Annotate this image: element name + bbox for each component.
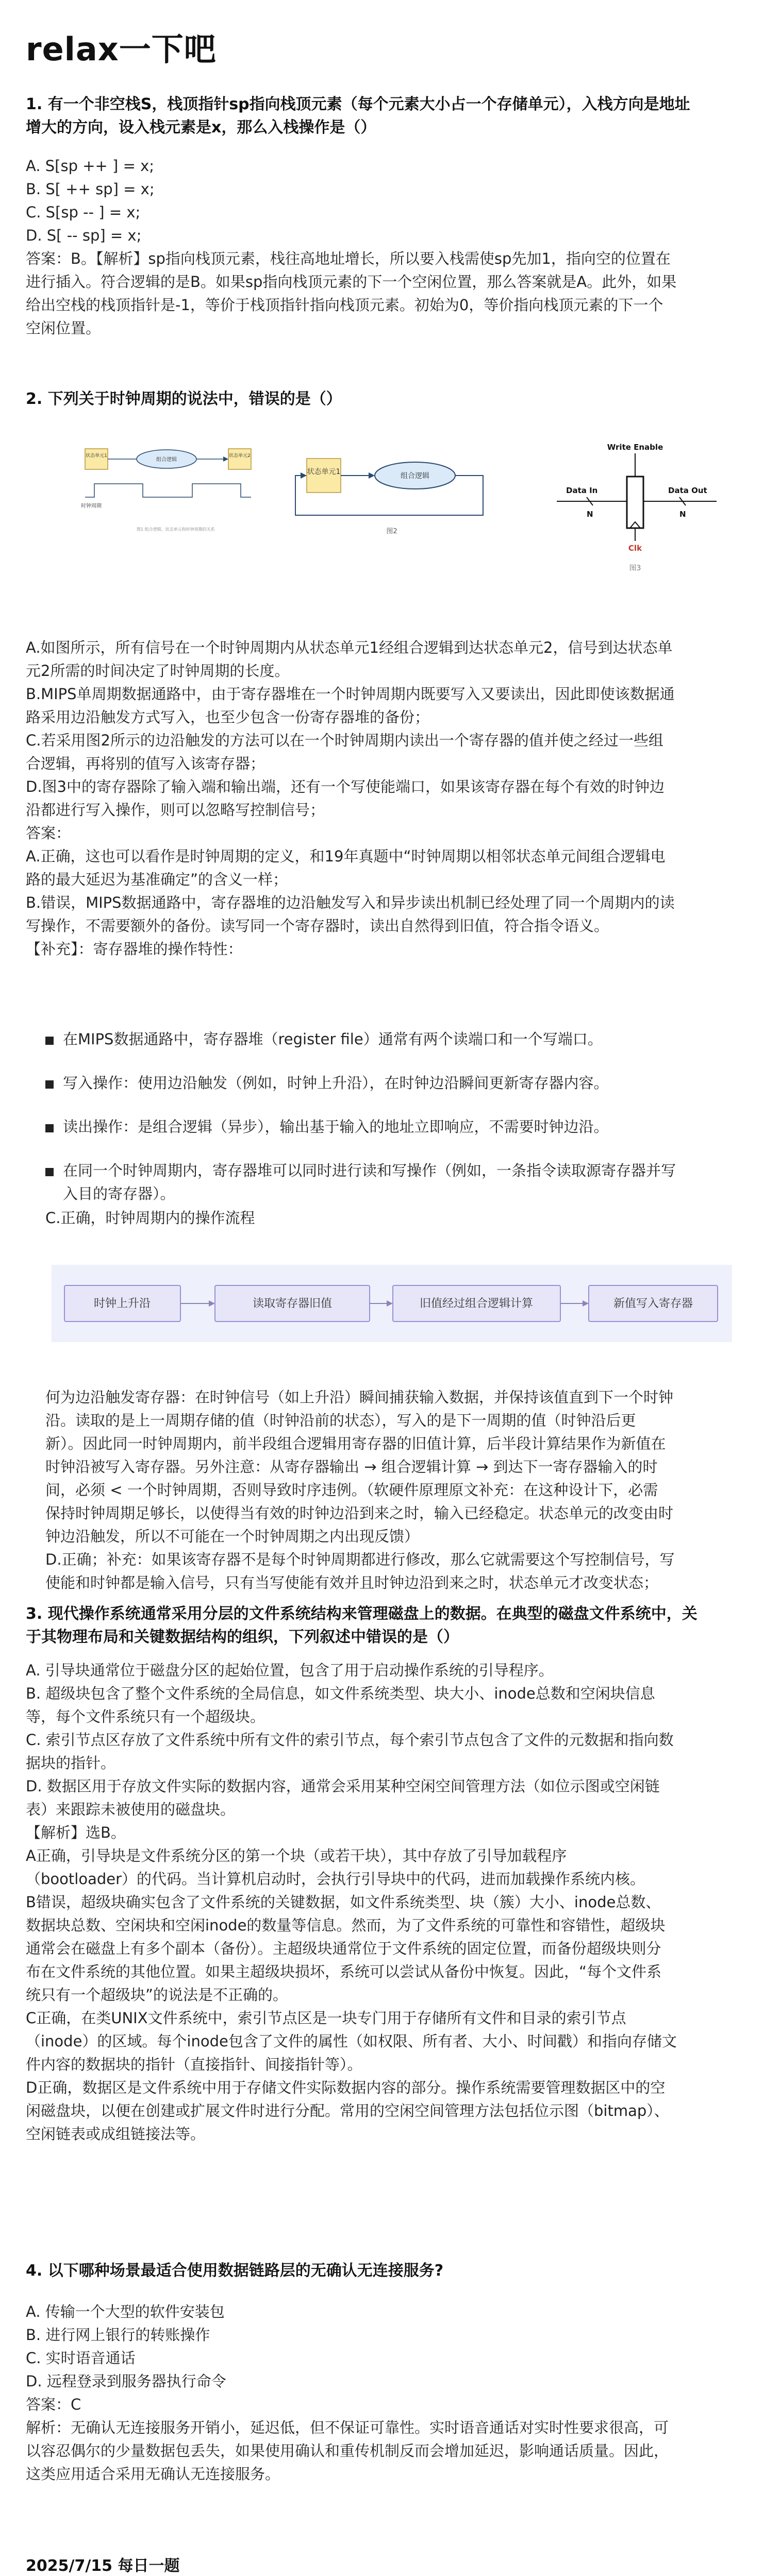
q2-bullet-text: 读出操作：是组合逻辑（异步），输出基于输入的地址立即响应，不需要时钟边沿。 xyxy=(63,1118,609,1136)
q2-bullet-3 xyxy=(63,1115,743,1139)
q2-text-line: 保持时钟周期足够长，以使得当有效的时钟边沿到来之时，输入已经稳定。状态单元的改变由时 xyxy=(45,1504,674,1522)
fig1-state-unit-1 xyxy=(85,449,108,469)
q1-title xyxy=(26,93,740,139)
q3-text-line: C. 索引节点区存放了文件系统中所有文件的索引节点，每个索引节点包含了文件的元数据和指向数 xyxy=(26,1731,674,1749)
q2-text-line: 合逻辑，再将别的值写入该寄存器； xyxy=(26,755,265,772)
fig3-n-in-label: N xyxy=(587,510,593,519)
q2-text-line: D.正确；补充：如果该寄存器不是每个时钟周期都进行修改，那么它就需要这个写控制信号，写 xyxy=(45,1551,675,1568)
q2-text-line: 沿都进行写入操作，则可以忽略写控制信号； xyxy=(26,801,325,819)
q4-option-d: D. 远程登录到服务器执行命令 xyxy=(26,2372,226,2390)
fig3-n-out-label: N xyxy=(679,510,686,519)
q3-text-line: 统只有一个超级块”的说法是不正确的。 xyxy=(26,1986,288,2004)
q2-bullet-2 xyxy=(63,1072,743,1095)
flow-diagram xyxy=(52,1265,732,1342)
q2-bullet-4 xyxy=(63,1159,743,1206)
fig3-caption: 图3 xyxy=(629,564,641,572)
q2-title-line: 2. 下列关于时钟周期的说法中，错误的是（） xyxy=(26,390,342,408)
figure-1-clock-diagram xyxy=(80,440,263,536)
q2-text-line: 【补充】：寄存器堆的操作特性： xyxy=(26,940,243,958)
q2-text-line: B.MIPS单周期数据通路中，由于寄存器堆在一个时钟周期内既要写入又要读出，因此即使该数据通 xyxy=(26,685,675,703)
fig3-clk-label: Clk xyxy=(628,544,642,553)
q4-option-c: C. 实时语音通话 xyxy=(26,2349,136,2367)
q3-text-line: 表）来跟踪未被使用的磁盘块。 xyxy=(26,1801,236,1818)
q1-title-line: 增大的方向，设入栈元素是x，那么入栈操作是（） xyxy=(26,118,376,137)
q3-text-line: D. 数据区用于存放文件实际的数据内容，通常会采用某种空闲空间管理方法（如位示图或空闲链 xyxy=(26,1777,660,1795)
fig1-state-2-label: 状态单元2 xyxy=(229,453,251,459)
q3-text-line: 据块的指针。 xyxy=(26,1754,116,1772)
fig3-register-box xyxy=(627,477,643,528)
q1-option-a: A. S[sp ++ ] = x; xyxy=(26,157,155,175)
fig3-data-in-label: Data In xyxy=(566,486,598,495)
q4-body xyxy=(26,2300,740,2486)
q2-text-line: 时钟沿被写入寄存器。另外注意：从寄存器输出 → 组合逻辑计算 → 到达下一寄存器输入的时 xyxy=(45,1458,658,1476)
q2-bullet-text: 入目的寄存器）。 xyxy=(63,1185,175,1202)
q3-text-line: A正确，引导块是文件系统分区的第一个块（或若干块），其中存放了引导加载程序 xyxy=(26,1847,567,1865)
q2-text-line: 路采用边沿触发方式写入，也至少包含一份寄存器堆的备份； xyxy=(26,708,430,726)
flow-step-2-label: 读取寄存器旧值 xyxy=(252,1297,333,1310)
q3-text-line: （bootloader）的代码。当计算机启动时，会执行引导块中的代码，进而加载操作系统内核。 xyxy=(26,1870,645,1888)
q2-text-line: A.如图所示，所有信号在一个时钟周期内从状态单元1经组合逻辑到达状态单元2，信号到达状态单 xyxy=(26,639,673,656)
q3-text-line: 等，每个文件系统只有一个超级块。 xyxy=(26,1708,265,1725)
bullet-marker xyxy=(45,1037,54,1045)
q3-text-line: 数据块总数、空闲块和空闲inode的数量等信息。然而，为了文件系统的可靠性和容错性，超级块 xyxy=(26,1917,666,1934)
fig3-write-enable-label: Write Enable xyxy=(607,443,663,452)
q2-text-line: B.错误，MIPS数据通路中，寄存器堆的边沿触发写入和异步读出机制已经处理了同一个周期内的读 xyxy=(26,894,675,911)
q2-text-line: 使能和时钟都是输入信号，只有当写使能有效并且时钟边沿到来之时，状态单元才改变状态； xyxy=(45,1574,659,1591)
figure-3-register-diagram xyxy=(546,440,727,580)
fig2-state-label: 状态单元1 xyxy=(307,468,341,476)
q4-option-b: B. 进行网上银行的转账操作 xyxy=(26,2326,210,2344)
q4-title xyxy=(26,2259,740,2282)
q2-text-line: 元2所需的时间决定了时钟周期的长度。 xyxy=(26,662,290,680)
fig2-feedback-head xyxy=(301,472,307,479)
fig3-data-out-label: Data Out xyxy=(668,486,707,495)
q3-title-line: 于其物理布局和关键数据结构的组织，下列叙述中错误的是（） xyxy=(26,1628,459,1646)
q2-bullet-text: 在同一个时钟周期内，寄存器堆可以同时进行读和写操作（例如，一条指令读取源寄存器并写 xyxy=(63,1162,676,1179)
q2-text-line: 新）。因此同一时钟周期内，前半段组合逻辑用寄存器的旧值计算，后半段计算结果作为新值在 xyxy=(45,1435,666,1452)
q2-text-line: 写操作，不需要额外的备份。读写同一个寄存器时，读出自然得到旧值，符合指令语义。 xyxy=(26,917,609,935)
q1-options xyxy=(26,155,740,247)
flow-step-1-label: 时钟上升沿 xyxy=(93,1297,151,1310)
q2-title xyxy=(26,387,740,411)
bullet-marker xyxy=(45,1124,54,1132)
q3-text-line: 布在文件系统的其他位置。如果主超级块损坏，系统可以尝试从备份中恢复。因此，“每个文件系 xyxy=(26,1963,662,1980)
q2-text-line: 间，必须 < 一个时钟周期，否则导致时序违例。（软硬件原理原文补充：在这种设计下，必需 xyxy=(45,1481,658,1499)
fig1-logic-label: 组合逻辑 xyxy=(156,457,177,463)
q3-text-line: A. 引导块通常位于磁盘分区的起始位置，包含了用于启动操作系统的引导程序。 xyxy=(26,1662,554,1679)
q3-body xyxy=(26,1659,740,2146)
q1-answer-line: 进行插入。符合逻辑的是B。如果sp指向栈顶元素的下一个空闲位置，那么答案就是A。此外，如果 xyxy=(26,273,677,291)
q3-text-line: D正确，数据区是文件系统中用于存储文件实际数据内容的部分。操作系统需要管理数据区中的空 xyxy=(26,2079,666,2096)
q2-bullet-1 xyxy=(63,1028,743,1051)
bullet-marker xyxy=(45,1080,54,1089)
bullet-marker xyxy=(45,1168,54,1176)
q3-text-line: B错误，超级块确实包含了文件系统的关键数据，如文件系统类型、块（簇）大小、inode总数、 xyxy=(26,1893,661,1911)
q3-text-line: 【解析】选B。 xyxy=(26,1824,126,1841)
fig1-arrow-head xyxy=(223,456,228,462)
q1-answer-line: 空闲位置。 xyxy=(26,319,101,337)
q3-text-line: B. 超级块包含了整个文件系统的全局信息，如文件系统类型、块大小、inode总数和空闲块信息 xyxy=(26,1685,655,1702)
fig1-caption: 图1 组合逻辑、状态单元和时钟周期的关系 xyxy=(137,527,215,532)
q4-explanation: 以容忍偶尔的少量数据包丢失，如果使用确认和重传机制反而会增加延迟，影响通话质量。因此， xyxy=(26,2442,669,2460)
q3-text-line: （inode）的区域。每个inode包含了文件的属性（如权限、所有者、大小、时间戳）和指向存储文 xyxy=(26,2032,677,2050)
q1-option-c: C. S[sp -- ] = x; xyxy=(26,204,141,221)
q2-text-line: 何为边沿触发寄存器：在时钟信号（如上升沿）瞬间捕获输入数据，并保持该值直到下一个时钟 xyxy=(45,1388,674,1406)
q2-c-note xyxy=(45,1207,726,1230)
q2-text-line: 沿。读取的是上一周期存储的值（时钟沿前的状态），写入的是下一周期的值（时钟沿后更 xyxy=(45,1412,636,1429)
q2-text-line: 钟边沿触发，所以不可能在一个时钟周期之内出现反馈） xyxy=(45,1528,420,1545)
fig1-state-unit-2 xyxy=(228,449,251,469)
q1-answer-line: 答案：B。【解析】sp指向栈顶元素，栈往高地址增长，所以要入栈需使sp先加1，指向空的位置在 xyxy=(26,250,671,267)
fig1-clock-label: 时钟周期 xyxy=(81,503,102,509)
q3-title-line: 3. 现代操作系统通常采用分层的文件系统结构来管理磁盘上的数据。在典型的磁盘文件系统中，关 xyxy=(26,1605,697,1623)
date-heading: 2025/7/15 每日一题 xyxy=(26,2557,180,2575)
q1-answer xyxy=(26,247,740,340)
fig1-state-1-label: 状态单元1 xyxy=(86,453,107,459)
q2-text-line: 答案： xyxy=(26,824,71,842)
q2-text-line: 路的最大延迟为基准确定”的含义一样； xyxy=(26,871,288,888)
page-title: relax一下吧 xyxy=(26,30,217,68)
q1-option-d: D. S[ -- sp] = x; xyxy=(26,227,142,244)
fig2-caption: 图2 xyxy=(386,528,397,535)
fig2-arrow-head xyxy=(369,472,375,479)
q2-text-line: D.图3中的寄存器除了输入端和输出端，还有一个写使能端口，如果该寄存器在每个有效的时钟边 xyxy=(26,778,665,795)
flow-step-4-label: 新值写入寄存器 xyxy=(613,1297,693,1310)
flow-step-3-label: 旧值经过组合逻辑计算 xyxy=(419,1297,534,1310)
q4-explanation: 这类应用适合采用无确认无连接服务。 xyxy=(26,2465,280,2483)
q3-title xyxy=(26,1602,740,1649)
q3-text-line: C正确，在类UNIX文件系统中，索引节点区是一块专门用于存储所有文件和目录的索引节点 xyxy=(26,2009,626,2027)
q4-title-line: 4. 以下哪种场景最适合使用数据链路层的无确认无连接服务? xyxy=(26,2262,444,2280)
q3-text-line: 空闲链表或成组链接法等。 xyxy=(26,2125,206,2143)
q3-text-line: 通常会在磁盘上有多个副本（备份）。主超级块通常位于文件系统的固定位置，而备份超级块则分 xyxy=(26,1940,661,1957)
q4-answer: 答案：C xyxy=(26,2396,81,2413)
q4-explanation: 解析：无确认无连接服务开销小，延迟低，但不保证可靠性。实时语音通话对实时性要求很高，可 xyxy=(26,2419,669,2436)
q2-bullet-text: 在MIPS数据通路中，寄存器堆（register file）通常有两个读端口和一个写端口。 xyxy=(63,1030,603,1048)
q4-option-a: A. 传输一个大型的软件安装包 xyxy=(26,2303,225,2320)
q1-option-b: B. S[ ++ sp] = x; xyxy=(26,180,155,198)
q2-text-line: A.正确，这也可以看作是时钟周期的定义，和19年真题中“时钟周期以相邻状态单元间组合逻辑电 xyxy=(26,848,666,865)
q3-text-line: 闲磁盘块，以便在创建或扩展文件时进行分配。常用的空闲空间管理方法包括位示图（bitmap）、 xyxy=(26,2102,669,2120)
fig2-logic-label: 组合逻辑 xyxy=(401,472,429,480)
q1-answer-line: 给出空栈的栈顶指针是-1，等价于栈顶指针指向栈顶元素。初始为0，等价指向栈顶元素的下一个 xyxy=(26,296,663,314)
q3-text-line: 件内容的数据块的指针（直接指针、间接指针等）。 xyxy=(26,2056,362,2073)
q1-title-line: 1. 有一个非空栈S，栈顶指针sp指向栈顶元素（每个元素大小占一个存储单元），入栈方向是地址 xyxy=(26,95,690,113)
q2-statements xyxy=(26,636,740,961)
q2-text-line: C.若采用图2所示的边沿触发的方法可以在一个时钟周期内读出一个寄存器的值并使之经过一些组 xyxy=(26,732,663,749)
q2-c-note-text: C.正确，时钟周期内的操作流程 xyxy=(45,1209,255,1227)
q2-edge-trigger-explanation xyxy=(45,1386,741,1595)
fig1-clock-wave xyxy=(85,484,251,497)
q2-bullet-text: 写入操作：使用边沿触发（例如，时钟上升沿），在时钟边沿瞬间更新寄存器内容。 xyxy=(63,1074,609,1092)
figure-2-feedback-diagram xyxy=(291,443,492,541)
